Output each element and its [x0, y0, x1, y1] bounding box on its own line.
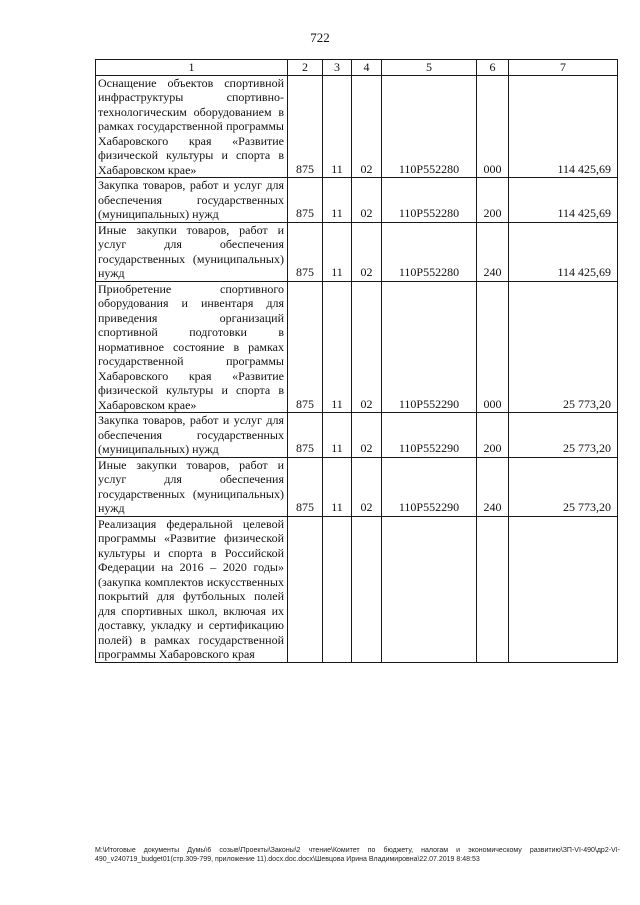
expense-type-cell: 240 [477, 222, 509, 281]
table-row [96, 457, 618, 516]
ministry-code-cell: 875 [288, 178, 323, 223]
section-code-cell: 11 [323, 178, 352, 223]
table-row [96, 75, 618, 178]
target-article-cell [382, 516, 477, 662]
row-name-cell: Иные закупки товаров, работ и услуг для обеспечения государственных (муниципальных) нужд [96, 457, 288, 516]
expense-type-cell [477, 516, 509, 662]
row-name-cell: Закупка товаров, работ и услуг для обеспечения государственных (муниципальных) нужд [96, 178, 288, 223]
column-header: 1 [96, 60, 288, 76]
section-code-cell: 11 [323, 75, 352, 178]
ministry-code-cell: 875 [288, 75, 323, 178]
section-code-cell: 11 [323, 222, 352, 281]
table-row [96, 178, 618, 223]
row-name-cell: Реализация федеральной целевой программы «Развитие физической культуры и спорта в Российской Федерации на 2016 – 2020 годы» (закупка комплектов искусственных покрытий для футбольных полей для спортивных школ, включая их доставку, укладку и сертификацию полей) в рамках государственной программы Хабаровского края [96, 516, 288, 662]
page-number: 722 [310, 30, 330, 45]
expense-type-cell: 000 [477, 75, 509, 178]
column-header: 4 [352, 60, 382, 76]
table-row [96, 281, 618, 413]
target-article-cell: 110P552290 [382, 457, 477, 516]
subsection-code-cell: 02 [352, 222, 382, 281]
expense-type-cell: 240 [477, 457, 509, 516]
target-article-cell: 110P552290 [382, 413, 477, 458]
amount-cell: 114 425,69 [509, 75, 618, 178]
amount-cell: 114 425,69 [509, 222, 618, 281]
amount-cell: 114 425,69 [509, 178, 618, 223]
table-row [96, 516, 618, 662]
ministry-code-cell: 875 [288, 413, 323, 458]
target-article-cell: 110P552280 [382, 222, 477, 281]
target-article-cell: 110P552290 [382, 281, 477, 413]
row-name-cell: Приобретение спортивного оборудования и инвентаря для приведения организаций спортивной подготовки в нормативное состояние в рамках государственной программы Хабаровского края «Развитие физической культуры и спорта в Хабаровском крае» [96, 281, 288, 413]
subsection-code-cell [352, 516, 382, 662]
row-name-cell: Закупка товаров, работ и услуг для обеспечения государственных (муниципальных) нужд [96, 413, 288, 458]
table-body [96, 60, 618, 663]
target-article-cell: 110P552280 [382, 75, 477, 178]
table-row [96, 222, 618, 281]
subsection-code-cell: 02 [352, 178, 382, 223]
row-name-cell: Иные закупки товаров, работ и услуг для обеспечения государственных (муниципальных) нужд [96, 222, 288, 281]
header-row [96, 60, 618, 76]
subsection-code-cell: 02 [352, 281, 382, 413]
ministry-code-cell: 875 [288, 281, 323, 413]
budget-table [95, 59, 618, 663]
table-row [96, 413, 618, 458]
amount-cell [509, 516, 618, 662]
expense-type-cell: 000 [477, 281, 509, 413]
section-code-cell [323, 516, 352, 662]
column-header: 2 [288, 60, 323, 76]
subsection-code-cell: 02 [352, 75, 382, 178]
ministry-code-cell: 875 [288, 457, 323, 516]
expense-type-cell: 200 [477, 413, 509, 458]
row-name-cell: Оснащение объектов спортивной инфраструктуры спортивно-технологическим оборудованием в рамках государственной программы Хабаровского края «Развитие физической культуры и спорта в Хабаровском крае» [96, 75, 288, 178]
expense-type-cell: 200 [477, 178, 509, 223]
column-header: 6 [477, 60, 509, 76]
section-code-cell: 11 [323, 457, 352, 516]
section-code-cell: 11 [323, 413, 352, 458]
target-article-cell: 110P552280 [382, 178, 477, 223]
document-footer-path: M:\Итоговые документы Думы\6 созыв\Проекты\Законы\2 чтение\Комитет по бюджету, налогам и экономическому развитию\ЗП-VI-490\др2-VI-490_v240719_budget01(стр.309-799, приложение 11).docx.doc.docx\Шевцова Ирина Владимировна\22.07.2019 8:48:53 [95, 847, 620, 863]
amount-cell: 25 773,20 [509, 281, 618, 413]
amount-cell: 25 773,20 [509, 457, 618, 516]
subsection-code-cell: 02 [352, 457, 382, 516]
column-header: 7 [509, 60, 618, 76]
column-header: 3 [323, 60, 352, 76]
ministry-code-cell [288, 516, 323, 662]
subsection-code-cell: 02 [352, 413, 382, 458]
ministry-code-cell: 875 [288, 222, 323, 281]
column-header: 5 [382, 60, 477, 76]
section-code-cell: 11 [323, 281, 352, 413]
amount-cell: 25 773,20 [509, 413, 618, 458]
